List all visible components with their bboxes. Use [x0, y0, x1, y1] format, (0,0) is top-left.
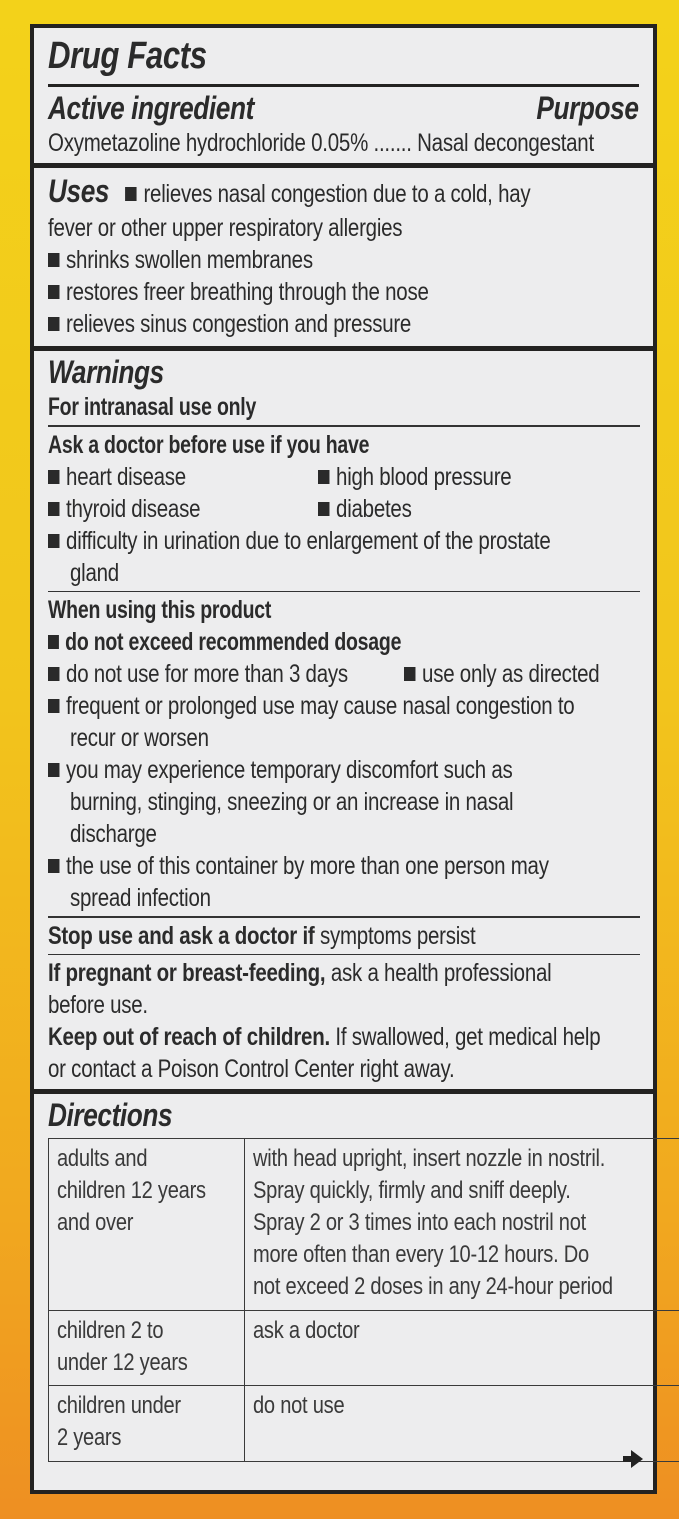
directions-line: and over — [57, 1209, 134, 1236]
directions-row — [49, 1386, 679, 1462]
directions-line: ask a doctor — [253, 1317, 360, 1344]
uses-item: restores freer breathing through the nose — [48, 276, 639, 308]
directions-line: more often than every 10-12 hours. Do — [253, 1241, 590, 1268]
bullet-icon — [125, 187, 136, 201]
directions-line: do not use — [253, 1392, 345, 1419]
ingredient-dots: ....... — [373, 129, 412, 157]
directions-line: children 12 years — [57, 1177, 206, 1204]
bullet-icon — [48, 253, 59, 267]
title-rule — [48, 84, 639, 87]
when-using-row: do not use for more than 3 days use only as directed — [48, 658, 639, 690]
subsection-rule — [48, 916, 640, 918]
ingredient-purpose: Nasal decongestant — [417, 129, 594, 157]
bullet-icon — [404, 667, 415, 681]
ingredient-line — [48, 127, 639, 163]
directions-age-cell — [49, 1311, 245, 1386]
directions-line: adults and — [57, 1145, 148, 1172]
when-using-item: frequent or prolonged use may cause nasal congestion to — [48, 690, 639, 722]
directions-table — [48, 1138, 679, 1462]
purpose-label: Purpose — [536, 90, 639, 126]
directions-instruction-cell — [245, 1139, 679, 1311]
bullet-icon — [48, 635, 59, 649]
condition-row — [48, 493, 639, 525]
directions-heading: Directions — [48, 1097, 173, 1133]
directions-line: 2 years — [57, 1424, 122, 1451]
condition-thyroid: thyroid disease — [66, 494, 201, 523]
directions-age-cell — [49, 1139, 245, 1311]
warnings-section — [34, 351, 653, 1089]
subsection-rule — [48, 425, 640, 427]
intranasal-note: For intranasal use only — [48, 393, 257, 421]
directions-age-cell — [49, 1386, 245, 1462]
uses-first-line — [48, 172, 639, 212]
bullet-icon — [48, 699, 59, 713]
stop-use-line: Stop use and ask a doctor if symptoms persist — [48, 921, 476, 950]
bullet-icon — [48, 534, 59, 548]
keep-out-line: Keep out of reach of children. If swallowed, get medical help — [48, 1023, 601, 1051]
keep-out-line-cont: or contact a Poison Control Center right away. — [48, 1055, 455, 1083]
bullet-icon — [48, 470, 59, 484]
directions-row — [49, 1139, 679, 1311]
ingredient-header — [48, 89, 639, 127]
uses-item: relieves sinus congestion and pressure — [48, 308, 639, 340]
directions-row — [49, 1311, 679, 1386]
title-section — [34, 28, 653, 163]
directions-section — [34, 1094, 653, 1462]
directions-instruction-cell — [245, 1311, 679, 1386]
when-using-item: the use of this container by more than one person may — [48, 850, 639, 882]
bullet-icon — [48, 285, 59, 299]
directions-line: under 12 years — [57, 1349, 188, 1376]
when-using-item-cont: spread infection — [70, 884, 211, 912]
when-using-item: do not exceed recommended dosage — [48, 626, 639, 658]
page-title: Drug Facts — [48, 35, 207, 77]
bullet-icon — [318, 470, 329, 484]
directions-line: children 2 to — [57, 1317, 164, 1344]
when-using-item-cont: recur or worsen — [70, 724, 209, 752]
directions-line: Spray quickly, firmly and sniff deeply. — [253, 1177, 572, 1204]
when-using-item-cont: burning, stinging, sneezing or an increase in nasal — [70, 788, 514, 816]
directions-instruction-cell — [245, 1386, 679, 1462]
bullet-icon — [48, 859, 59, 873]
condition-heart: heart disease — [66, 462, 186, 491]
when-using-item-cont: discharge — [70, 820, 157, 848]
condition-diabetes: diabetes — [336, 494, 412, 523]
uses-item-cont: fever or other upper respiratory allergies — [48, 214, 403, 242]
pregnant-line-cont: before use. — [48, 991, 148, 1019]
bullet-icon — [48, 317, 59, 331]
pregnant-line: If pregnant or breast-feeding, ask a health professional — [48, 959, 552, 987]
continue-arrow-icon — [631, 1450, 643, 1468]
warnings-heading: Warnings — [48, 354, 164, 390]
uses-item: shrinks swollen membranes — [48, 244, 639, 276]
uses-item: relieves nasal congestion due to a cold, hay — [143, 180, 531, 208]
bullet-icon — [48, 763, 59, 777]
directions-line: Spray 2 or 3 times into each nostril not — [253, 1209, 587, 1236]
subsection-rule — [48, 954, 640, 956]
condition-item-cont: gland — [70, 558, 119, 587]
subsection-rule — [48, 591, 640, 593]
condition-row — [48, 461, 639, 493]
ask-doctor-heading: Ask a doctor before use if you have — [48, 430, 370, 459]
when-using-item: you may experience temporary discomfort such as — [48, 754, 639, 786]
condition-item: difficulty in urination due to enlargement of the prostate — [48, 525, 639, 557]
drug-facts-panel — [30, 24, 657, 1494]
bullet-icon — [48, 667, 59, 681]
ingredient-name: Oxymetazoline hydrochloride 0.05% — [48, 129, 369, 157]
condition-bp: high blood pressure — [336, 462, 512, 491]
directions-line: children under — [57, 1392, 181, 1419]
uses-heading: Uses — [48, 173, 110, 209]
directions-line: with head upright, insert nozzle in nostril. — [253, 1145, 606, 1172]
uses-section — [34, 168, 653, 346]
directions-line: not exceed 2 doses in any 24-hour period — [253, 1273, 614, 1300]
bullet-icon — [318, 502, 329, 516]
bullet-icon — [48, 502, 59, 516]
when-using-heading: When using this product — [48, 596, 272, 624]
active-ingredient-label: Active ingredient — [48, 90, 254, 126]
